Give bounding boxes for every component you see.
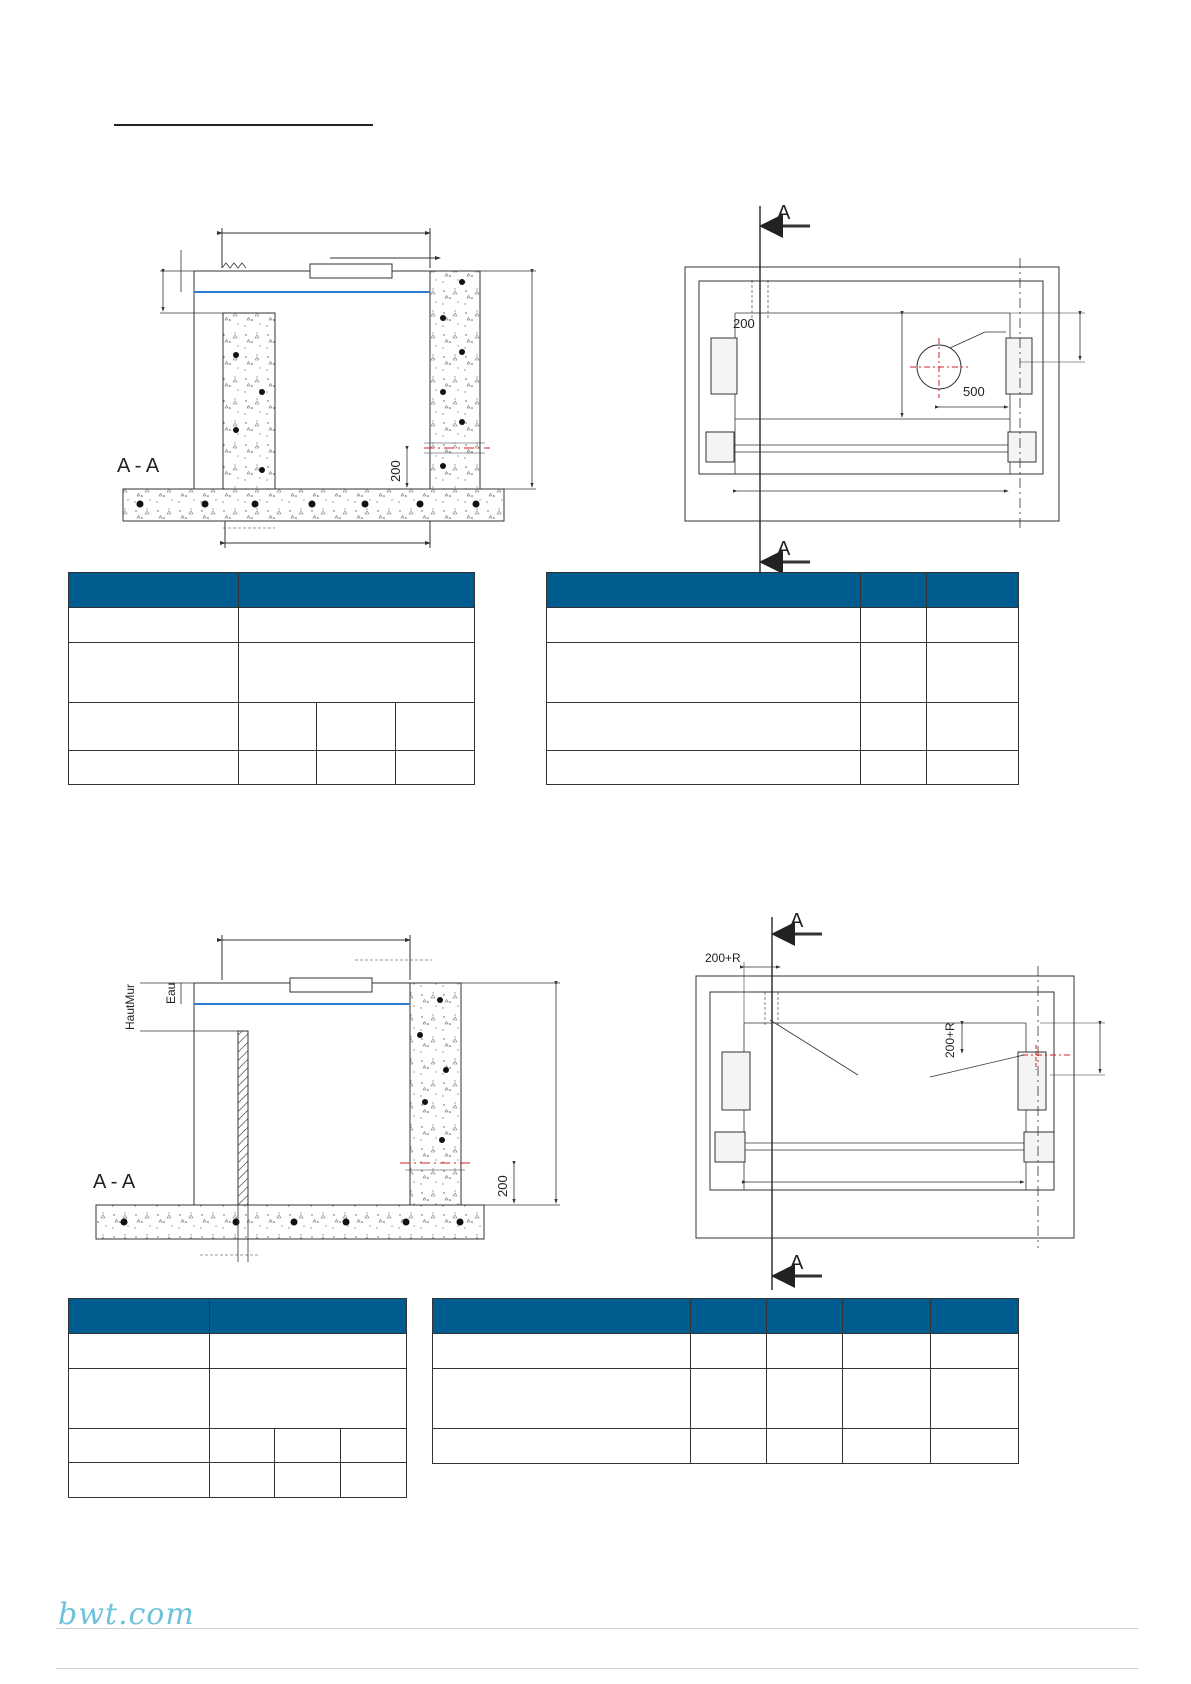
thin-wall <box>238 1031 248 1205</box>
footer-bottom-rule <box>56 1668 1138 1669</box>
spec-table-top-right <box>546 572 1019 785</box>
label-eau: Eau <box>164 982 178 1004</box>
base-slab <box>96 1205 484 1239</box>
footer-top-rule <box>56 1628 1138 1629</box>
label-hautmur: HautMur <box>123 983 137 1030</box>
section-drawing-top-left <box>123 228 536 548</box>
spec-table-bottom-right <box>432 1298 1019 1464</box>
dim-200r-vertical-label: 200+R <box>943 1022 957 1058</box>
spec-table-bottom-left <box>68 1298 407 1498</box>
section-label-aa: A - A <box>93 1171 136 1193</box>
plan-drawing-top-right <box>685 206 1085 573</box>
spec-table-top-left <box>68 572 475 785</box>
inner-wall <box>223 313 275 489</box>
bwt-logo[interactable]: bwt.com <box>58 1597 195 1632</box>
dim-200-label: 200 <box>388 460 403 482</box>
section-arrow-a-top: A <box>790 910 804 932</box>
dim-200-label: 200 <box>495 1175 510 1197</box>
dim-500-label: 500 <box>963 384 985 399</box>
outer-wall <box>430 271 480 489</box>
section-label-aa: A - A <box>117 455 160 477</box>
section-arrow-a-top: A <box>777 202 791 224</box>
plan-drawing-bottom-right <box>696 917 1105 1290</box>
outer-wall <box>410 983 461 1205</box>
section-arrow-a-bottom: A <box>777 538 791 560</box>
dim-200r-horizontal-label: 200+R <box>705 951 741 965</box>
section-arrow-a-bottom: A <box>790 1252 804 1274</box>
dim-200-label: 200 <box>733 316 755 331</box>
